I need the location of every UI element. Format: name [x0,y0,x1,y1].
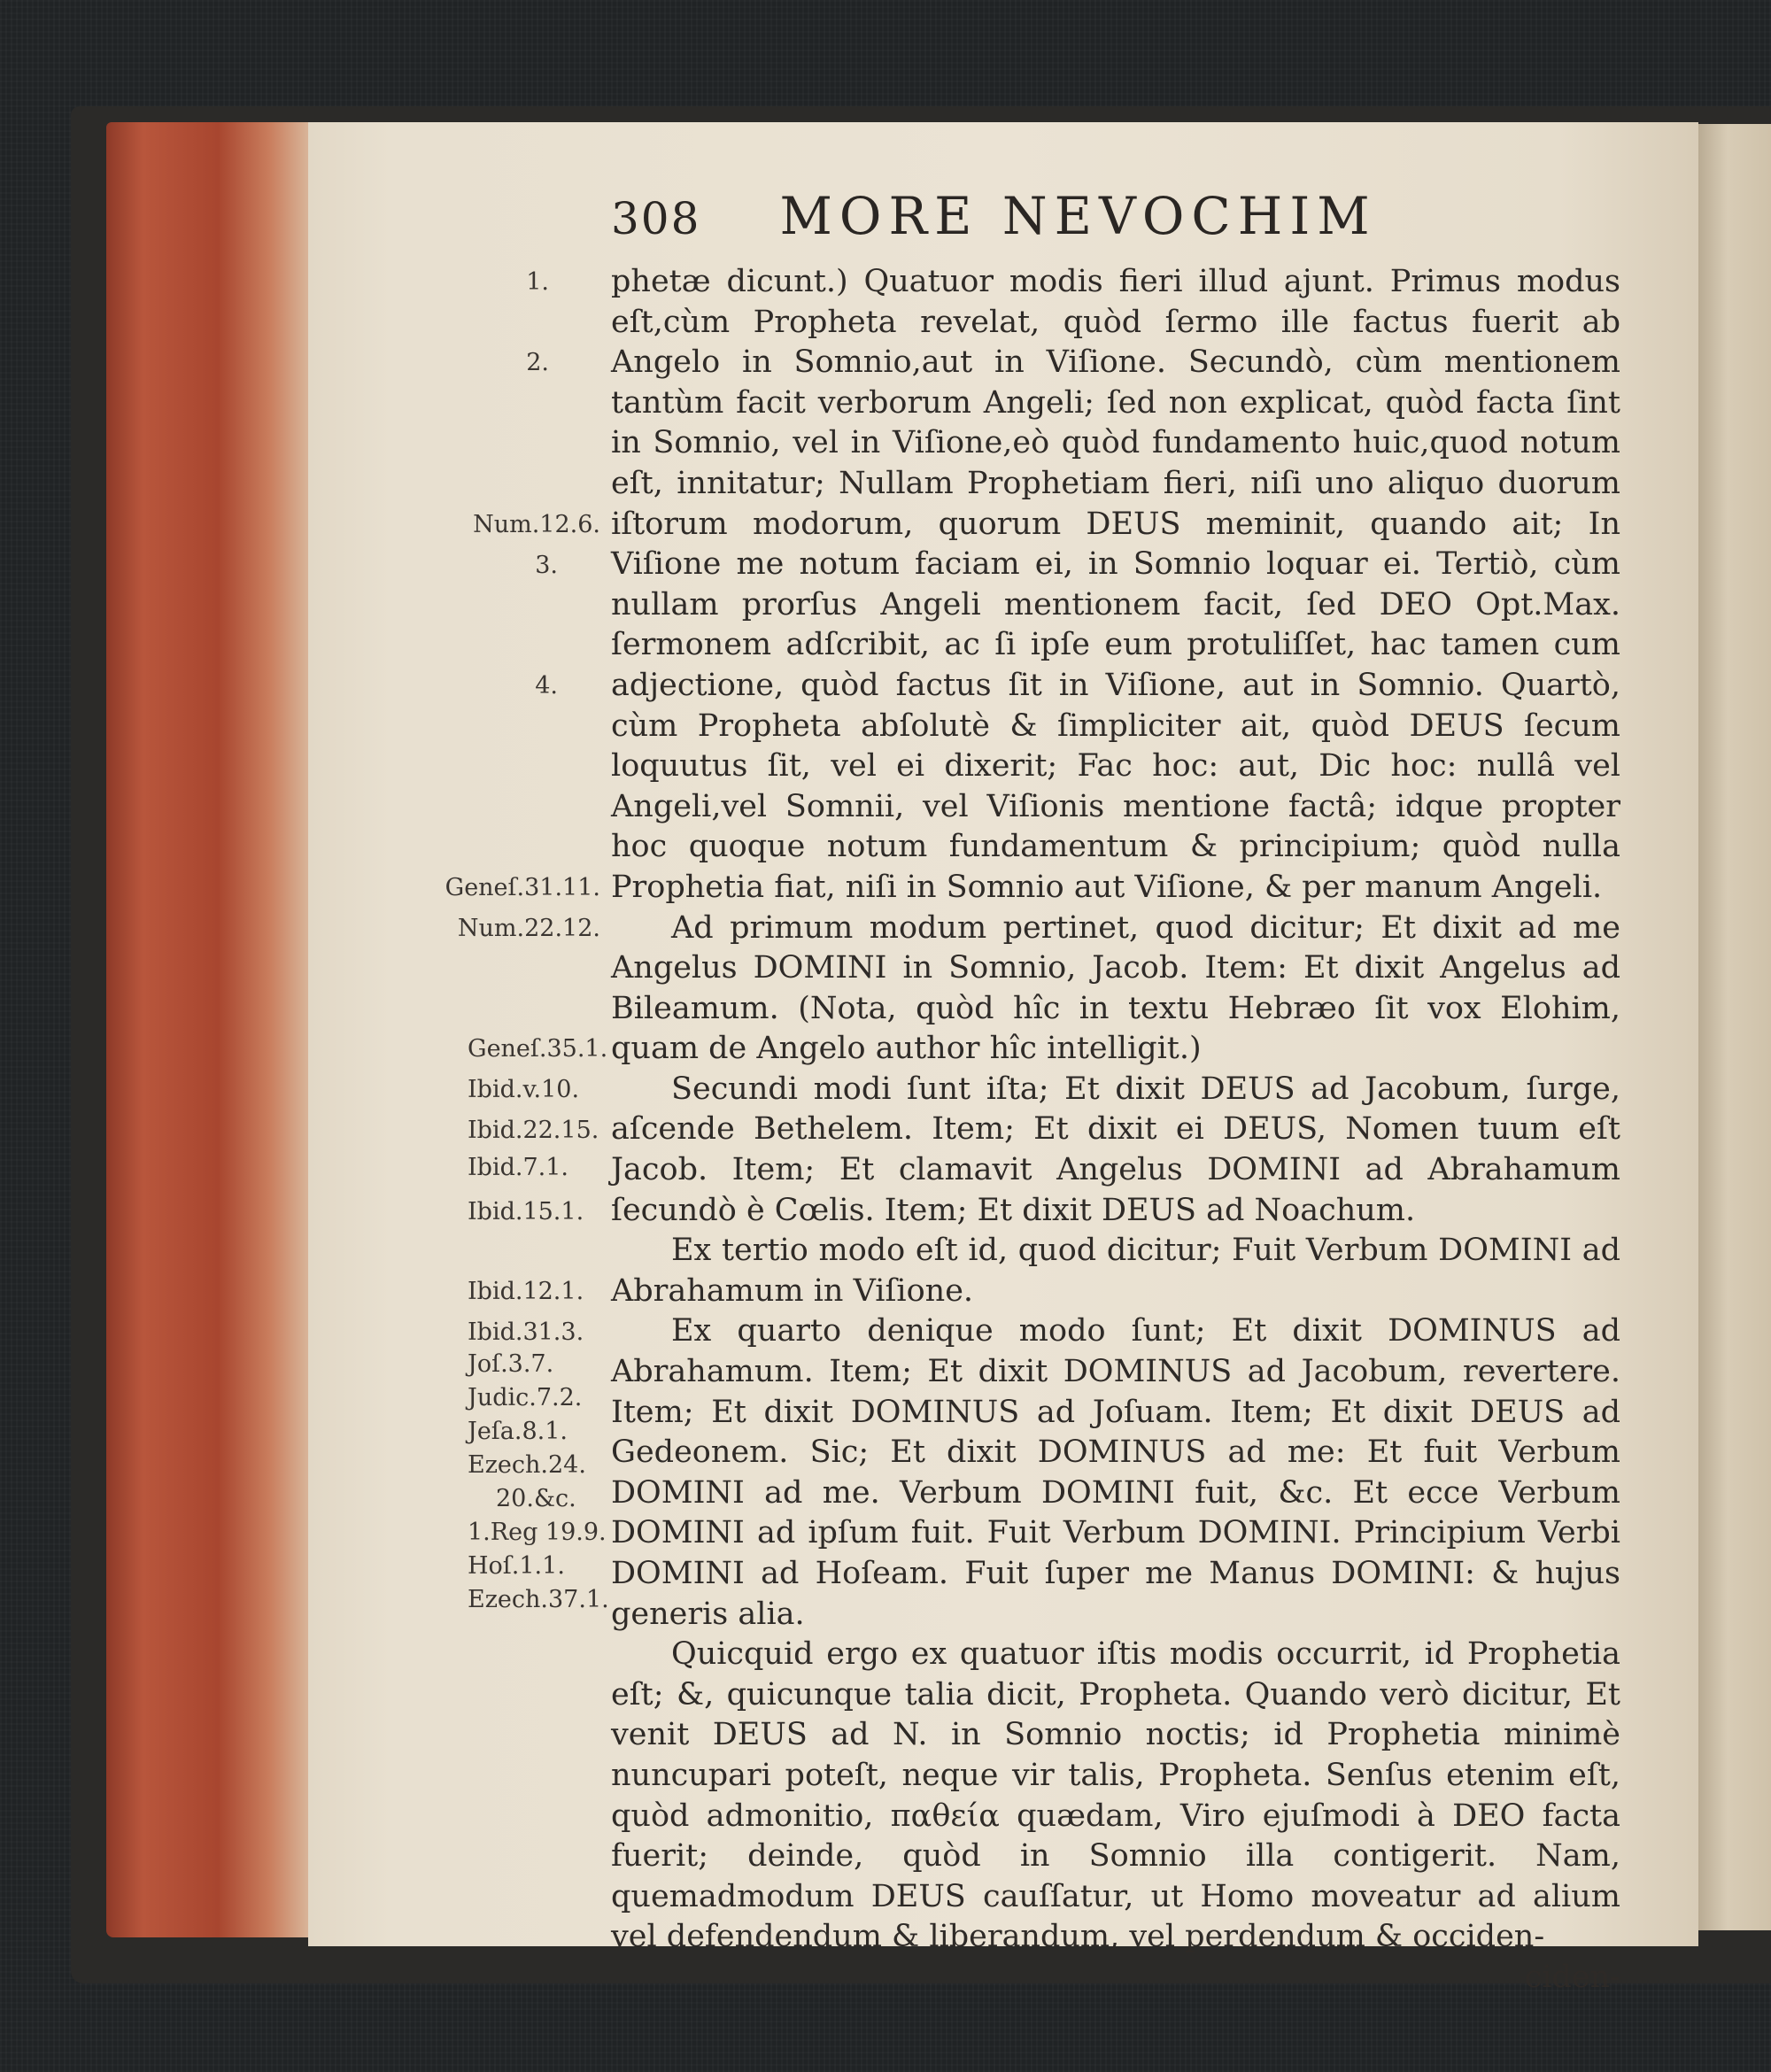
paragraph: phetæ dicunt.) Quatuor modis fieri illud ajunt. Primus modus eſt,cùm Propheta revelat, quòd ſermo ille factus fuerit ab Angelo in Somnio,aut in Viſione. Secundò, cùm mentionem tantùm facit verborum Angeli; ſed non explicat, quòd facta ſint in Somnio, vel in Viſione,eò quòd fundamento huic,quod notum eſt, innitatur; Nullam Prophetiam fieri, niſi uno aliquo duorum iſtorum modorum, quorum DEUS meminit, quando ait; In Viſione me notum faciam ei, in Somnio loquar ei. Tertiò, cùm nullam prorſus Angeli mentionem facit, ſed DEO Opt.Max. ſermonem adſcribit, ac ſi ipſe eum protuliſſet, hac tamen cum adjectione, quòd factus ſit in Viſione, aut in Somnio. Quartò, cùm Propheta abſolutè & ſimpliciter ait, quòd DEUS ſecum loquutus ſit, vel ei dixerit; Fac hoc: aut, Dic hoc: nullâ vel Angeli,vel Somnii, vel Viſionis mentione factâ; idque propter hoc quoque notum fundamentum & principium; quòd nulla Prophetia fiat, niſi in Somnio aut Viſione, & per manum Angeli. [611,264,1620,905]
margin-note: Judic.7.2. [468,1384,583,1411]
margin-note: 1. [526,268,549,296]
margin-note: Hoſ.1.1. [468,1552,565,1580]
margin-note: Num.12.6. [473,511,600,538]
body-text [611,262,1620,1999]
paragraph: Ad primum modum pertinet, quod dicitur; Et dixit ad me Angelus DOMINI in Somnio, Jacob. Item: Et dixit Angelus ad Bileamum. (Nota, quòd hîc in textu Hebræo ſit vox Elohim, quam de Angelo author hîc intelligit.) [611,909,1620,1067]
margin-note: Ibid.31.3. [468,1318,584,1346]
paragraph: Secundi modi ſunt iſta; Et dixit DEUS ad Jacobum, ſurge, aſcende Bethelem. Item; Et dixit ei DEUS, Nomen tuum eſt Jacob. Item; Et clamavit Angelus DOMINI ad Abrahamum ſecundò è Cœlis. Item; Et dixit DEUS ad Noachum. [611,1071,1620,1228]
margin-note: Joſ.3.7. [468,1350,554,1378]
catchword: ciden- [1524,1959,1620,1995]
margin-note: Ibid.12.1. [468,1278,584,1305]
paragraph: Quicquid ergo ex quatuor iſtis modis occurrit, id Prophetia eſt; &, quicunque talia dicit, Propheta. Quando verò dicitur, Et venit DEUS ad N. in Somnio noctis; id Prophetia minimè nuncupari poteſt, neque vir talis, Propheta. Senſus etenim eſt, quòd admonitio, παθεία quædam, Viro ejuſmodi à DEO facta fuerit; deinde, quòd in Somnio illa contigerit. Nam, quemadmodum DEUS cauſſatur, ut Homo moveatur ad alium vel defendendum & liberandum, vel perdendum & occiden- [611,1636,1620,1955]
paragraph: Ex quarto denique modo ſunt; Et dixit DOMINUS ad Abrahamum. Item; Et dixit DOMINUS ad Jacobum, revertere. Item; Et dixit DOMINUS ad Joſuam. Item; Et dixit DEUS ad Gedeonem. Sic; Et dixit DOMINUS ad me: Et fuit Verbum DOMINI ad me. Verbum DOMINI fuit, &c. Et ecce Verbum DOMINI ad ipſum fuit. Fuit Verbum DOMINI. Principium Verbi DOMINI ad Hoſeam. Fuit ſuper me Manus DOMINI: & hujus generis alia. [611,1313,1620,1632]
page-edges [106,122,310,1937]
margin-note: Geneſ.31.11. [445,874,600,901]
margin-note: Ibid.22.15. [468,1117,599,1144]
margin-note: 2. [526,349,549,376]
margin-note: 3. [535,552,558,579]
margin-note: Ezech.24. [468,1451,586,1479]
margin-note: Num.22.12. [457,915,600,942]
margin-note: 1.Reg 19.9. [468,1519,607,1546]
margin-note: Ezech.37.1. [468,1586,609,1613]
margin-note: 20.&c. [496,1485,576,1512]
page-header [611,186,1461,266]
margin-note: Ibid.v.10. [468,1076,580,1103]
paragraph: Ex tertio modo eſt id, quod dicitur; Fuit Verbum DOMINI ad Abrahamum in Viſione. [611,1233,1620,1309]
running-title: MORE NEVOCHIM [779,186,1377,246]
margin-note: 4. [535,672,558,700]
margin-note: Geneſ.35.1. [468,1035,608,1063]
facing-page-edge [1698,124,1771,1930]
margin-note: Ibid.15.1. [468,1198,584,1225]
page-number: 308 [611,193,701,244]
margin-note: Jeſa.8.1. [468,1418,568,1445]
margin-note: Ibid.7.1. [468,1154,568,1181]
